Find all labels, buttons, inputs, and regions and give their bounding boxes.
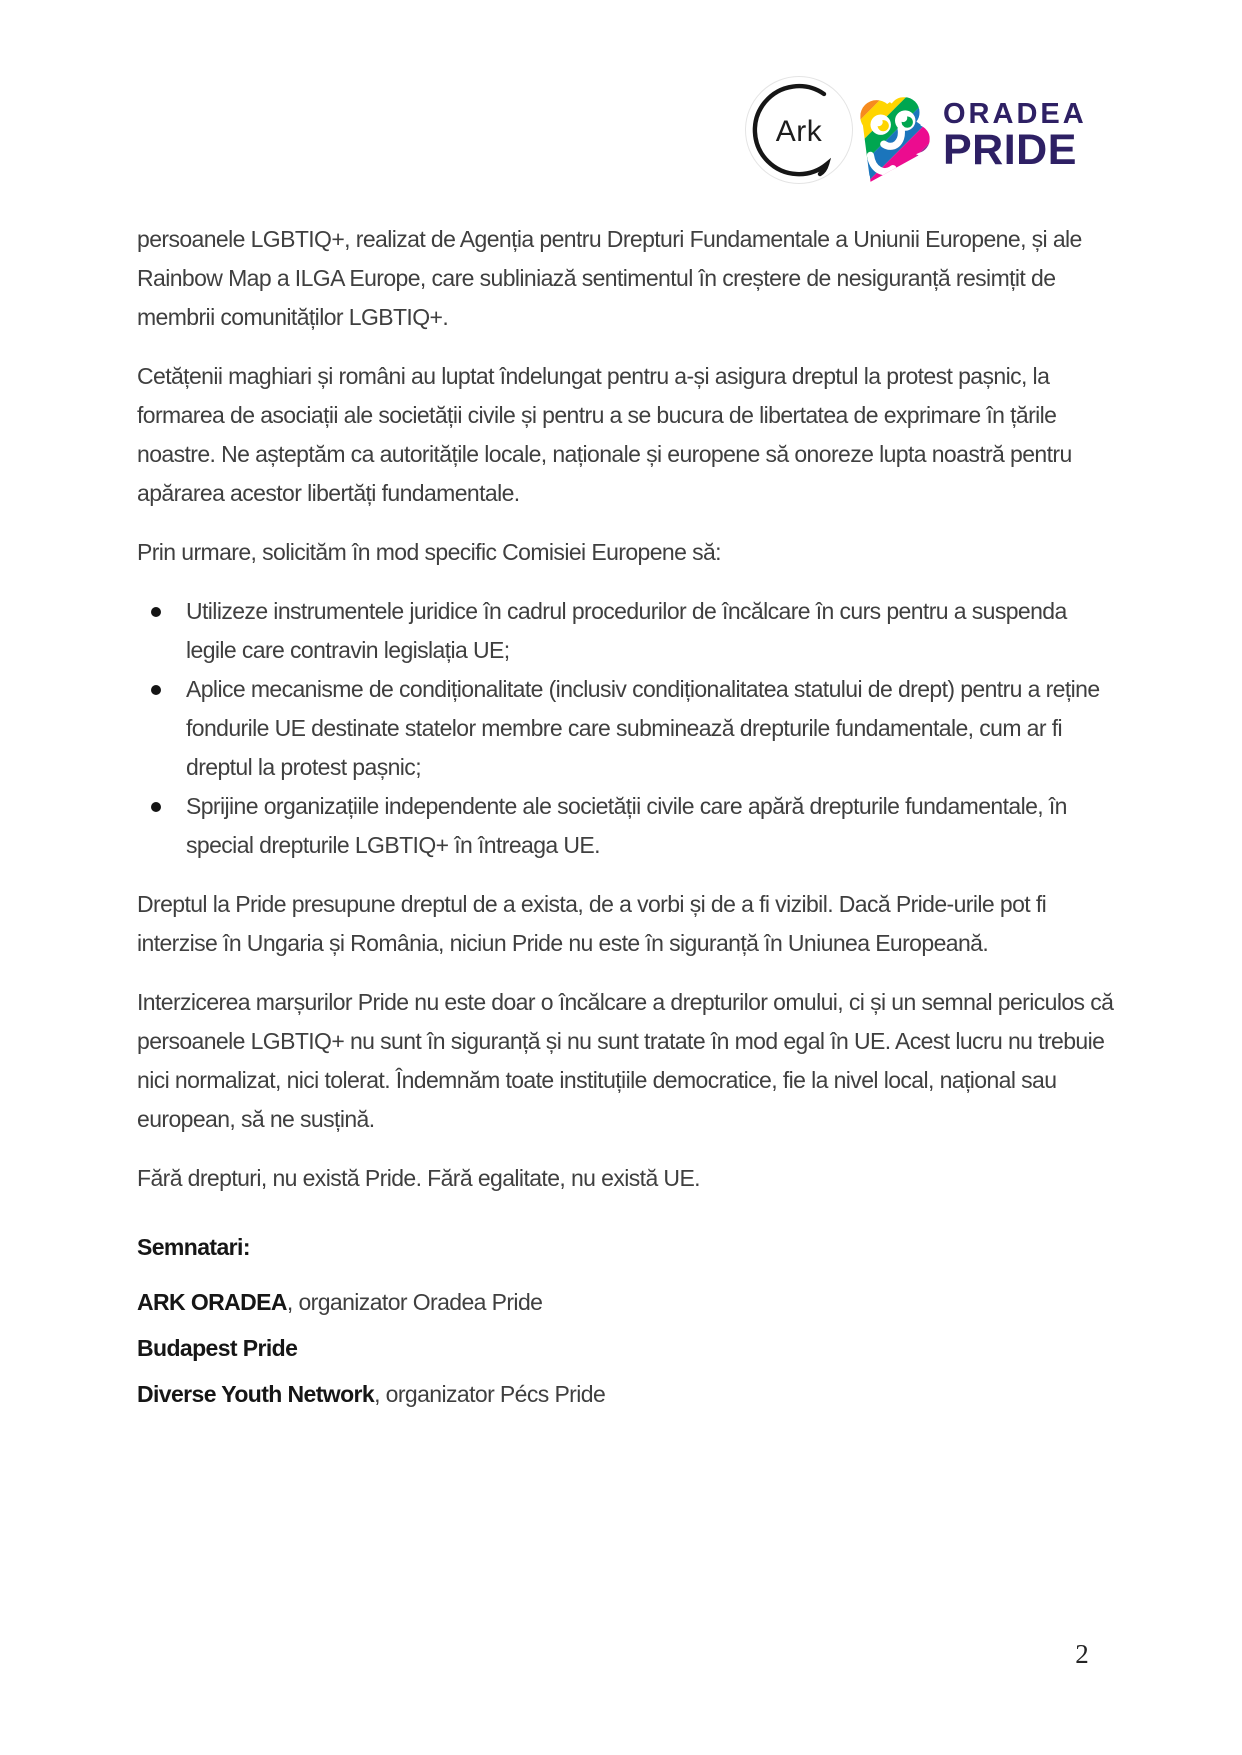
page-number: 2 — [1075, 1639, 1089, 1669]
pride-wordmark-line1: ORADEA — [943, 98, 1087, 130]
bullet-icon — [151, 685, 161, 695]
signer-rest: , organizator Pécs Pride — [374, 1381, 606, 1407]
document-body — [137, 220, 1115, 1417]
signatories-heading: Semnatari: — [137, 1234, 250, 1260]
signer-name: Diverse Youth Network — [137, 1381, 375, 1407]
signer-line — [137, 1371, 1115, 1417]
paragraph-5: Interzicerea marșurilor Pride nu este doar o încălcare a drepturilor omului, ci și un semnal periculos că persoanele LGBTIQ+ nu sunt în siguranță și nu sunt tratate în mod egal în UE. Acest lucru nu trebuie nici normalizat, nici tolerat. Îndemnăm toate instituțiile democratice, fie la nivel local, național sau european, să ne susțină. — [137, 989, 1114, 1132]
demands-list — [137, 592, 1115, 865]
pride-wordmark-line2: PRIDE — [943, 126, 1077, 174]
ark-logo — [745, 76, 853, 184]
signer-name: ARK ORADEA — [137, 1289, 287, 1315]
list-item-text: Utilizeze instrumentele juridice în cadrul procedurilor de încălcare în curs pentru a suspenda legile care contravin legislația UE; — [186, 598, 1067, 663]
oradea-pride-wordmark — [943, 98, 1087, 174]
signer-name: Budapest Pride — [137, 1335, 298, 1361]
paragraph-intro-demands: Prin urmare, solicităm în mod specific Comisiei Europene să: — [137, 539, 721, 565]
paragraph-2: Cetățenii maghiari și români au luptat îndelungat pentru a-și asigura dreptul la protest pașnic, la formarea de asociații ale societății civile și pentru a se bucura de libertatea de exprimare în țările noastre. Ne așteptăm ca autoritățile locale, naționale și europene să onoreze lupta noastră pentru apărarea acestor libertăți fundamentale. — [137, 363, 1072, 506]
oradea-pride-heart-icon — [859, 94, 931, 191]
signer-line — [137, 1325, 1115, 1371]
paragraph-4: Dreptul la Pride presupune dreptul de a exista, de a vorbi și de a fi vizibil. Dacă Pride-urile pot fi interzise în Ungaria și România, niciun Pride nu este în siguranță în Uniunea Europeană. — [137, 891, 1047, 956]
list-item — [137, 670, 1115, 787]
bullet-icon — [151, 802, 161, 812]
signer-line — [137, 1279, 1115, 1325]
list-item-text: Aplice mecanisme de condiționalitate (inclusiv condiționalitatea statului de drept) pentru a reține fondurile UE destinate statelor membre care subminează drepturile fundamentale, cum ar fi dreptul la protest pașnic; — [186, 676, 1100, 780]
paragraph-6: Fără drepturi, nu există Pride. Fără egalitate, nu există UE. — [137, 1165, 700, 1191]
list-item — [137, 592, 1115, 670]
ark-logo-label: Ark — [775, 115, 823, 149]
paragraph-1: persoanele LGBTIQ+, realizat de Agenția pentru Drepturi Fundamentale a Uniunii Europene, și ale Rainbow Map a ILGA Europe, care subliniază sentimentul în creștere de nesiguranță resimțit de membrii comunităților LGBTIQ+. — [137, 226, 1082, 330]
signatories-list — [137, 1279, 1115, 1417]
list-item — [137, 787, 1115, 865]
signer-rest: , organizator Oradea Pride — [286, 1289, 543, 1315]
list-item-text: Sprijine organizațiile independente ale societății civile care apără drepturile fundamentale, în special drepturile LGBTIQ+ în întreaga UE. — [186, 793, 1067, 858]
bullet-icon — [151, 607, 161, 617]
